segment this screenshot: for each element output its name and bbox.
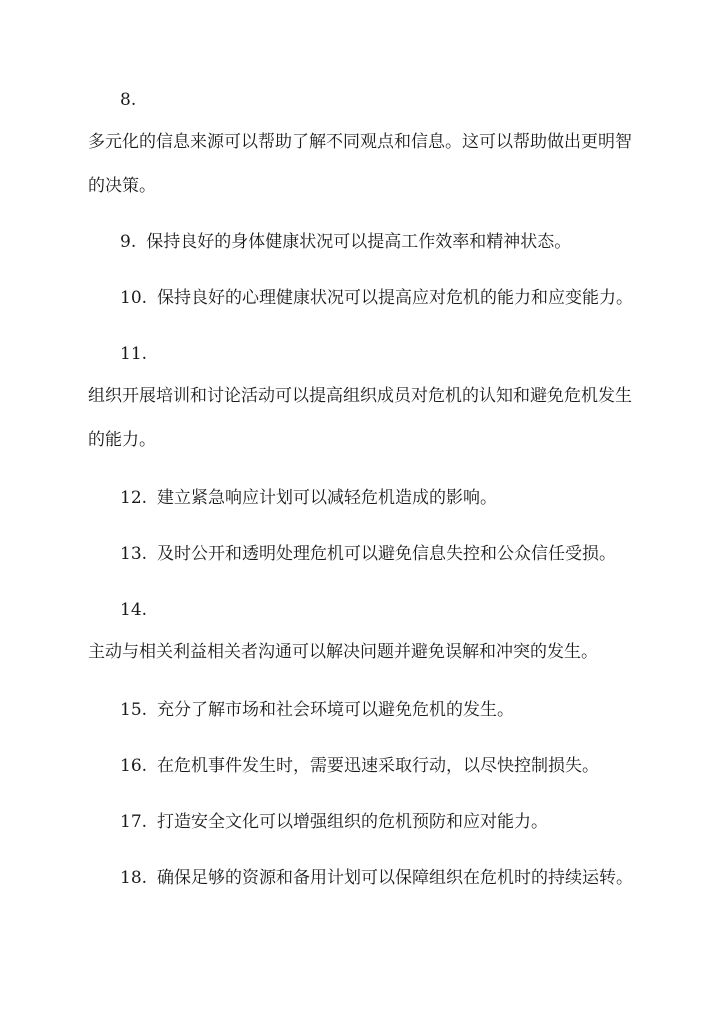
item-17-number: 17. <box>120 812 148 832</box>
item-15-text: 充分了解市场和社会环境可以避免危机的发生。 <box>157 700 515 720</box>
item-15-number: 15. <box>120 700 148 720</box>
item-10 <box>120 286 633 310</box>
item-16 <box>120 754 599 778</box>
item-13 <box>120 542 616 566</box>
item-18 <box>120 866 633 890</box>
item-16-number: 16. <box>120 756 148 776</box>
item-18-text: 确保足够的资源和备用计划可以保障组织在危机时的持续运转。 <box>157 868 634 888</box>
item-17 <box>120 810 548 834</box>
item-11-number: 11. <box>120 344 148 364</box>
item-16-text: 在危机事件发生时，需要迅速采取行动，以尽快控制损失。 <box>157 756 600 776</box>
item-18-number: 18. <box>120 868 148 888</box>
item-12 <box>120 486 497 510</box>
item-8-number: 8. <box>120 90 137 110</box>
item-8-text-line1: 多元化的信息来源可以帮助了解不同观点和信息。这可以帮助做出更明智 <box>88 132 632 152</box>
item-9-number: 9. <box>120 232 137 252</box>
item-15 <box>120 698 514 722</box>
item-9 <box>120 230 571 254</box>
item-14-number: 14. <box>120 600 148 620</box>
item-13-text: 及时公开和透明处理危机可以避免信息失控和公众信任受损。 <box>157 544 617 564</box>
item-14-text-line1: 主动与相关利益相关者沟通可以解决问题并避免误解和冲突的发生。 <box>88 642 598 662</box>
item-11-text-line2: 的能力。 <box>88 430 156 450</box>
item-10-text: 保持良好的心理健康状况可以提高应对危机的能力和应变能力。 <box>157 288 634 308</box>
item-12-number: 12. <box>120 488 148 508</box>
item-8-text-line2: 的决策。 <box>88 176 156 196</box>
item-9-text: 保持良好的身体健康状况可以提高工作效率和精神状态。 <box>146 232 572 252</box>
item-12-text: 建立紧急响应计划可以减轻危机造成的影响。 <box>157 488 498 508</box>
item-13-number: 13. <box>120 544 148 564</box>
item-11-text-line1: 组织开展培训和讨论活动可以提高组织成员对危机的认知和避免危机发生 <box>88 386 632 406</box>
item-10-number: 10. <box>120 288 148 308</box>
item-17-text: 打造安全文化可以增强组织的危机预防和应对能力。 <box>157 812 549 832</box>
